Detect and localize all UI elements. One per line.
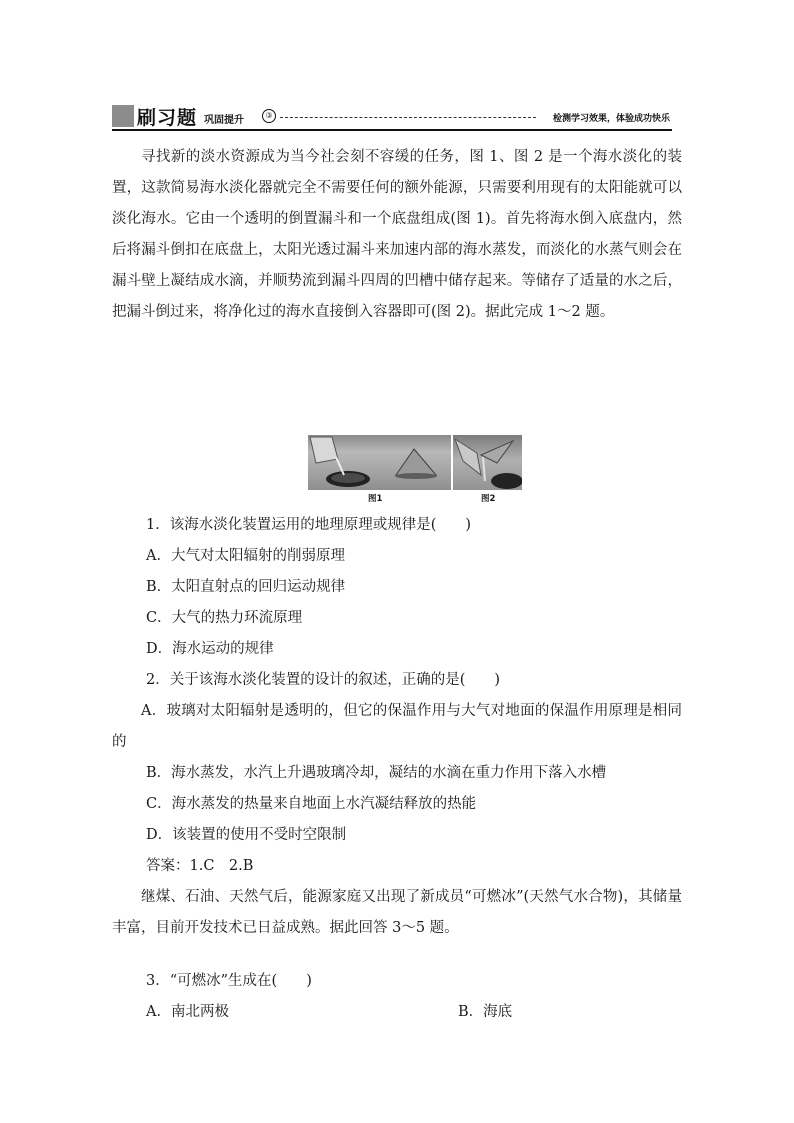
question-1-option-b: B．太阳直射点的回归运动规律 <box>146 579 346 595</box>
question-1-option-a: A．大气对太阳辐射的削弱原理 <box>146 548 345 564</box>
question-2-option-d: D．该装置的使用不受时空限制 <box>146 827 347 843</box>
figure <box>308 435 522 507</box>
question-1-stem: 1．该海水淡化装置运用的地理原理或规律是( ) <box>146 517 472 533</box>
banner-underline <box>112 129 672 131</box>
question-3-stem: 3．“可燃冰”生成在( ) <box>146 973 312 989</box>
question-2-option-b: B．海水蒸发，水汽上升遇玻璃冷却，凝结的水滴在重力作用下落入水槽 <box>146 765 607 781</box>
banner-subtitle: 巩固提升 <box>204 115 244 126</box>
question-2-option-c: C．海水蒸发的热量来自地面上水汽凝结释放的热能 <box>146 796 477 812</box>
question-2-option-a: A．玻璃对太阳辐射是透明的，但它的保温作用与大气对地面的保温作用原理是相同的 <box>112 703 682 750</box>
intro-paragraph-1: 寻找新的淡水资源成为当今社会刻不容缓的任务，图 1、图 2 是一个海水淡化的装置，这款简易海水淡化器就完全不需要任何的额外能源，只需要利用现有的太阳能就可以淡化海水。它由一个透明的倒置漏斗和一个底盘组成(图 1)。首先将海水倒入底盘内，然后将漏斗倒扣在底盘上，太阳光透过漏斗来加速内部的海水蒸发，而淡化的水蒸气则会在漏斗壁上凝结成水滴，并顺势流到漏斗四周的凹槽中储存起来。等储存了适量的水之后，把漏斗倒过来，将净化过的海水直接倒入容器即可(图 2)。据此完成 1～2 题。 <box>112 149 682 320</box>
question-3-option-a: A．南北两极 <box>146 1004 229 1020</box>
banner-circle-mark: ③ <box>262 109 276 123</box>
answer-line: 答案：1.C 2.B <box>146 858 254 874</box>
banner-block <box>112 105 134 127</box>
question-3-option-b: B．海底 <box>458 1004 513 1020</box>
banner-dashed-line <box>280 117 536 118</box>
intro-paragraph-2: 继煤、石油、天然气后，能源家庭又出现了新成员“可燃冰”(天然气水合物)，其储量丰富，目前开发技术已日益成熟。据此回答 3～5 题。 <box>112 889 682 936</box>
figure-1-photo <box>308 435 451 490</box>
question-1-option-d: D．海水运动的规律 <box>146 641 274 657</box>
figure-2-caption: 图2 <box>481 494 496 504</box>
question-2-stem: 2．关于该海水淡化装置的设计的叙述，正确的是( ) <box>146 672 501 688</box>
question-1-option-c: C．大气的热力环流原理 <box>146 610 303 626</box>
banner-right-text: 检测学习效果，体验成功快乐 <box>552 114 670 124</box>
figure-2-photo <box>453 435 522 490</box>
banner-title: 刷习题 <box>137 107 198 129</box>
figure-1-caption: 图1 <box>368 494 383 504</box>
section-banner <box>112 104 672 128</box>
